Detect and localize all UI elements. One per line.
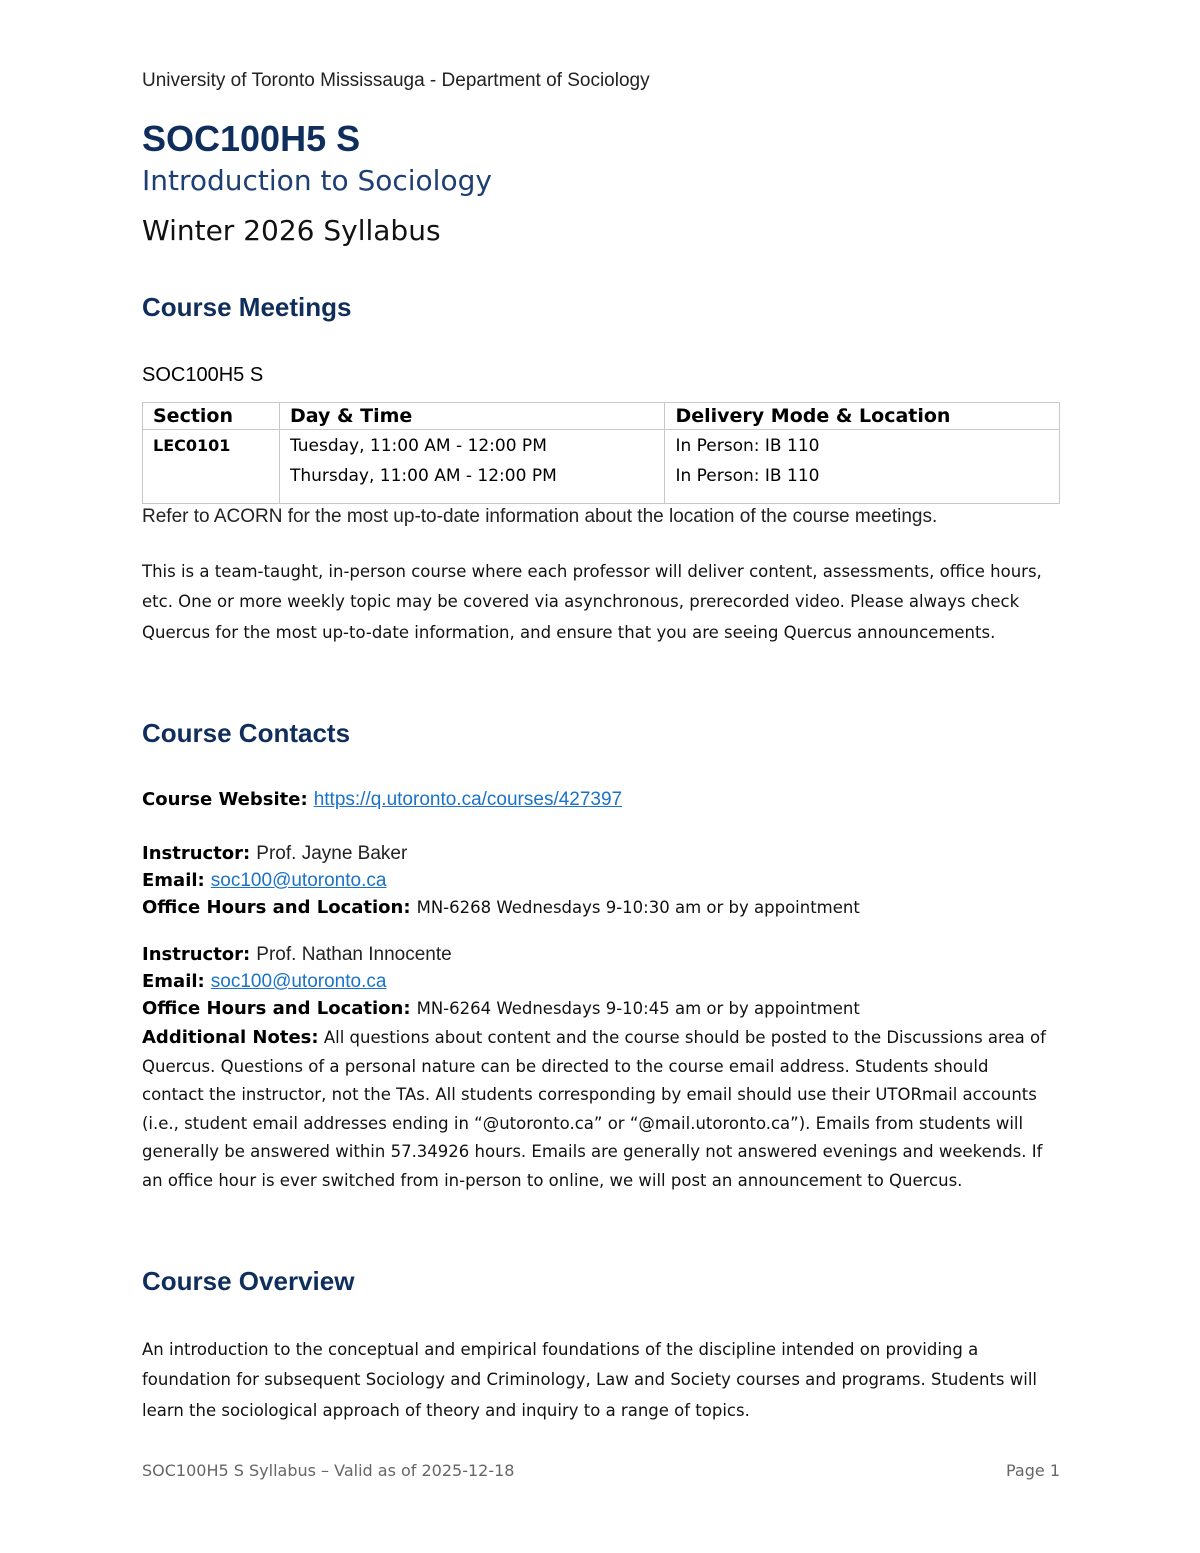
meetings-table — [142, 402, 1060, 504]
page-number: Page 1 — [1006, 1461, 1060, 1480]
course-website-link[interactable]: https://q.utoronto.ca/courses/427397 — [313, 789, 623, 810]
instructor-name: Prof. Jayne Baker — [256, 843, 408, 864]
institution-header: University of Toronto Mississauga - Department of Sociology — [142, 70, 650, 91]
column-header-section: Section — [143, 403, 280, 430]
meeting-time: Thursday, 11:00 AM - 12:00 PM — [289, 466, 557, 486]
section-cell: LEC0101 — [143, 430, 280, 504]
office-hours-label: Office Hours and Location: — [142, 897, 411, 918]
additional-notes-label: Additional Notes: — [142, 1027, 319, 1048]
office-hours-value: MN-6268 Wednesdays 9-10:30 am or by appointment — [416, 898, 860, 917]
footer-validity: SOC100H5 S Syllabus – Valid as of 2025-12-18 — [142, 1461, 515, 1480]
course-overview-text: An introduction to the conceptual and empirical foundations of the discipline intended on providing a foundation for subsequent Sociology and Criminology, Law and Society courses and programs. Students will learn the sociological approach of theory and inquiry to a range of topics. — [142, 1340, 1038, 1420]
course-website-line — [142, 788, 622, 811]
email-line — [142, 970, 386, 993]
office-hours-line — [142, 896, 860, 918]
instructor-line — [142, 943, 452, 966]
email-link[interactable]: soc100@utoronto.ca — [210, 971, 387, 992]
table-header-row — [143, 403, 1060, 430]
instructor-label: Instructor: — [142, 944, 251, 965]
meeting-time: Tuesday, 11:00 AM - 12:00 PM — [289, 436, 547, 456]
office-hours-line — [142, 997, 860, 1019]
course-meetings-heading: Course Meetings — [142, 292, 352, 322]
table-row — [143, 430, 1060, 504]
additional-notes-text: All questions about content and the course should be posted to the Discussions area of Quercus. Questions of a personal nature can be directed to the course email address. Students should contact the instructor, not the TAs. All students corresponding by email should use their UTORmail accounts (i.e., student email addresses ending in “@utoronto.ca” or “@mail.utoronto.ca”). Emails from students will generally be answered within 57.34926 hours. Emails are generally not answered evenings and weekends. If an office hour is ever switched from in-person to online, we will post an announcement to Quercus. — [142, 1028, 1046, 1190]
day-time-cell — [279, 430, 665, 504]
instructor-label: Instructor: — [142, 843, 251, 864]
acorn-note: Refer to ACORN for the most up-to-date information about the location of the course meetings. — [142, 506, 938, 527]
column-header-day-time: Day & Time — [279, 403, 665, 430]
instructor-name: Prof. Nathan Innocente — [256, 944, 452, 965]
column-header-delivery: Delivery Mode & Location — [665, 403, 1060, 430]
office-hours-label: Office Hours and Location: — [142, 998, 411, 1019]
course-description: This is a team-taught, in-person course where each professor will deliver content, assessments, office hours, etc. One or more weekly topic may be covered via asynchronous, prerecorded video. Please always check Quercus for the most up-to-date information, and ensure that you are seeing Quercus announcements. — [142, 562, 1042, 642]
course-website-label: Course Website: — [142, 789, 308, 810]
course-code: SOC100H5 S — [142, 118, 361, 159]
email-line — [142, 869, 386, 892]
course-title: Introduction to Sociology — [142, 164, 492, 197]
email-link[interactable]: soc100@utoronto.ca — [210, 870, 387, 891]
instructor-line — [142, 842, 407, 865]
course-contacts-heading: Course Contacts — [142, 718, 351, 748]
syllabus-term: Winter 2026 Syllabus — [142, 214, 441, 247]
email-label: Email: — [142, 971, 205, 992]
meeting-location: In Person: IB 110 — [675, 436, 820, 456]
course-overview-heading: Course Overview — [142, 1266, 355, 1296]
email-label: Email: — [142, 870, 205, 891]
location-cell — [665, 430, 1060, 504]
additional-notes — [142, 1024, 1047, 1195]
office-hours-value: MN-6264 Wednesdays 9-10:45 am or by appointment — [416, 999, 860, 1018]
section-subheading: SOC100H5 S — [142, 364, 264, 386]
meeting-location: In Person: IB 110 — [675, 466, 820, 486]
